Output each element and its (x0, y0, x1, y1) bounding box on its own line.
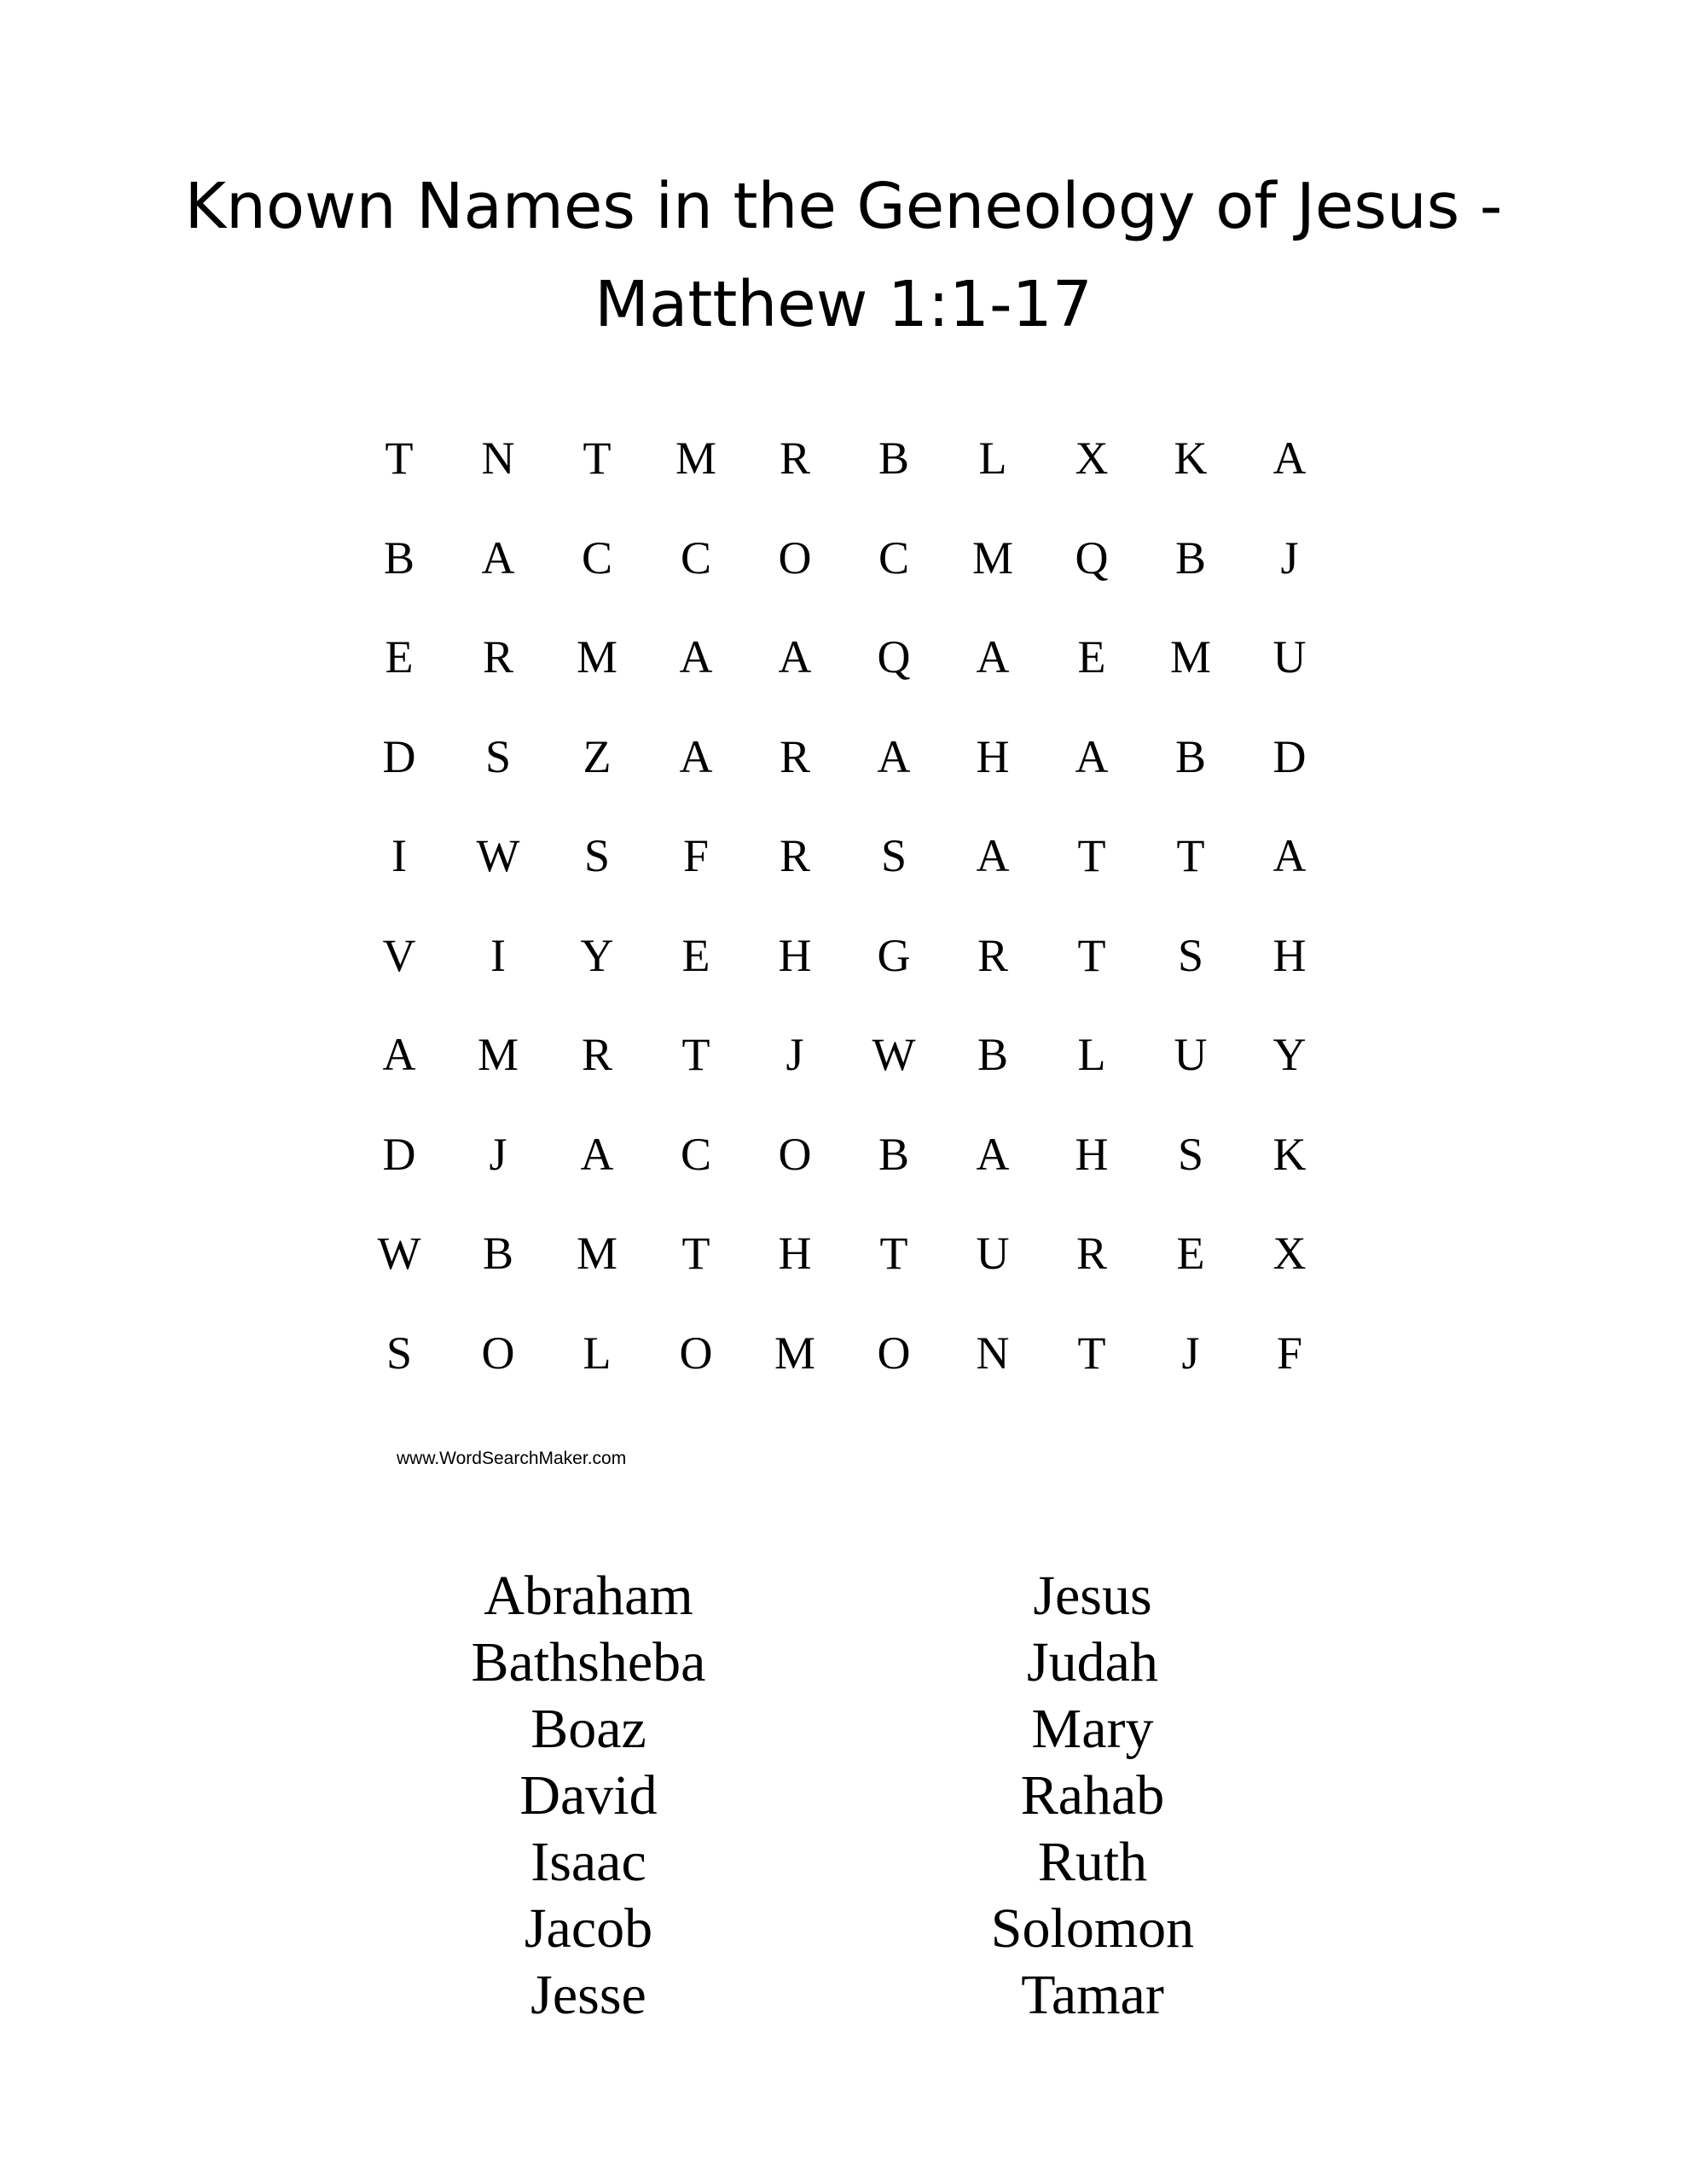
grid-letter: F (682, 830, 710, 881)
grid-letter: F (1276, 1327, 1303, 1379)
grid-letter: R (581, 1029, 613, 1080)
grid-letter: R (1075, 1228, 1108, 1279)
grid-letter: L (1077, 1029, 1106, 1080)
page-title (0, 158, 1687, 354)
grid-letter: T (879, 1228, 908, 1279)
grid-letter: T (681, 1228, 710, 1279)
grid-letter: O (877, 1327, 911, 1379)
grid-letter: S (583, 830, 611, 881)
grid-letter: S (386, 1327, 413, 1379)
title-line-1: Known Names in the Geneology of Jesus - (184, 170, 1503, 243)
grid-letter: T (1077, 929, 1106, 981)
word-list-item: Rahab (1020, 1764, 1165, 1827)
grid-letter: H (778, 1228, 812, 1279)
grid-letter: U (976, 1228, 1010, 1279)
grid-letter: J (1181, 1327, 1200, 1379)
grid-letter: D (382, 730, 416, 782)
grid-letter: X (1075, 433, 1109, 484)
word-list-item: Boaz (530, 1698, 646, 1760)
grid-letter: T (1077, 830, 1106, 881)
grid-letter: R (482, 631, 514, 682)
grid-letter: C (878, 531, 910, 584)
word-list-item: Jesse (530, 1964, 646, 2026)
grid-letter: M (477, 1029, 519, 1080)
grid-letter: T (1176, 830, 1205, 881)
grid-letter: H (778, 929, 812, 981)
grid-letter: L (583, 1327, 612, 1379)
grid-letter: A (976, 631, 1010, 682)
letter-grid (350, 422, 1339, 1416)
grid-letter: B (878, 433, 910, 484)
word-list-item: Ruth (1037, 1831, 1148, 1893)
word-list-item: Solomon (990, 1897, 1195, 1960)
grid-letter: I (490, 929, 506, 981)
grid-letter: A (382, 1029, 416, 1080)
grid-letter: M (774, 1327, 815, 1379)
grid-letter: C (680, 1128, 712, 1180)
grid-letter: H (976, 730, 1010, 782)
grid-letter: Y (1272, 1029, 1307, 1080)
grid-letter: A (976, 1128, 1010, 1180)
grid-letter: V (382, 929, 416, 981)
grid-letter: X (1272, 1228, 1307, 1279)
grid-letter: O (778, 531, 812, 584)
grid-letter: A (1075, 730, 1109, 782)
grid-letter: W (377, 1228, 421, 1279)
grid-letter: B (383, 531, 415, 584)
grid-letter: S (484, 730, 512, 782)
word-list-item: Jacob (524, 1897, 653, 1960)
grid-letter: B (878, 1128, 910, 1180)
grid-letter: R (779, 830, 811, 881)
grid-letter: W (476, 830, 520, 881)
grid-letter: Q (1075, 531, 1109, 584)
grid-letter: A (679, 631, 713, 682)
grid-letter: K (1272, 1128, 1307, 1180)
grid-letter: A (1272, 830, 1307, 881)
grid-letter: B (1174, 531, 1207, 584)
grid-letter: S (1177, 1128, 1204, 1180)
grid-letter: N (976, 1327, 1010, 1379)
grid-letter: E (1077, 631, 1106, 682)
grid-letter: T (385, 433, 414, 484)
grid-letter: T (1077, 1327, 1106, 1379)
grid-letter: A (877, 730, 911, 782)
grid-letter: D (1272, 730, 1307, 782)
grid-letter: A (481, 531, 515, 584)
word-list-item: Jesus (1033, 1565, 1152, 1627)
source-url: www.WordSearchMaker.com (397, 1449, 627, 1468)
grid-letter: D (382, 1128, 416, 1180)
grid-letter: E (681, 929, 710, 981)
word-list-item: Mary (1031, 1698, 1154, 1760)
grid-letter: G (877, 929, 911, 981)
grid-letter: M (576, 631, 617, 682)
grid-letter: O (679, 1327, 713, 1379)
grid-letter: Q (877, 631, 911, 682)
grid-letter: M (1169, 631, 1211, 682)
grid-letter: M (971, 531, 1013, 584)
grid-letter: R (779, 730, 811, 782)
word-list-item: Bathsheba (471, 1631, 706, 1693)
word-list-column-1 (350, 1563, 827, 2029)
grid-letter: T (681, 1029, 710, 1080)
grid-letter: H (1075, 1128, 1109, 1180)
word-list-item: Abraham (484, 1565, 693, 1627)
grid-letter: H (1272, 929, 1307, 981)
word-list-item: Judah (1027, 1631, 1158, 1693)
grid-letter: M (675, 433, 716, 484)
grid-letter: Y (580, 929, 614, 981)
grid-letter: J (786, 1029, 804, 1080)
grid-letter: A (580, 1128, 614, 1180)
grid-letter: S (1177, 929, 1204, 981)
word-list-column-2 (854, 1563, 1331, 2029)
grid-letter: O (778, 1128, 812, 1180)
grid-letter: I (391, 830, 407, 881)
grid-letter: A (679, 730, 713, 782)
grid-letter: T (583, 433, 612, 484)
grid-letter: C (581, 531, 613, 584)
grid-letter: A (1272, 433, 1307, 484)
grid-letter: B (977, 1029, 1009, 1080)
word-list-item: David (519, 1764, 658, 1827)
grid-letter: R (977, 929, 1009, 981)
word-list-item: Tamar (1021, 1964, 1164, 2026)
grid-letter: U (1272, 631, 1307, 682)
grid-letter: O (481, 1327, 515, 1379)
grid-letter: M (576, 1228, 617, 1279)
grid-letter: L (978, 433, 1007, 484)
grid-letter: E (1176, 1228, 1205, 1279)
grid-letter: R (779, 433, 811, 484)
grid-letter: E (385, 631, 414, 682)
grid-letter: B (1174, 730, 1207, 782)
word-list-item: Isaac (530, 1831, 646, 1893)
grid-letter: K (1174, 433, 1208, 484)
grid-letter: C (680, 531, 712, 584)
grid-letter: A (976, 830, 1010, 881)
grid-letter: N (481, 433, 515, 484)
grid-letter: J (489, 1128, 507, 1180)
title-line-2: Matthew 1:1-17 (594, 268, 1093, 341)
grid-letter: W (872, 1029, 916, 1080)
grid-letter: U (1174, 1029, 1208, 1080)
grid-letter: J (1280, 531, 1299, 584)
grid-letter: Z (583, 730, 612, 782)
grid-letter: A (778, 631, 812, 682)
grid-letter: B (482, 1228, 514, 1279)
grid-letter: S (880, 830, 907, 881)
